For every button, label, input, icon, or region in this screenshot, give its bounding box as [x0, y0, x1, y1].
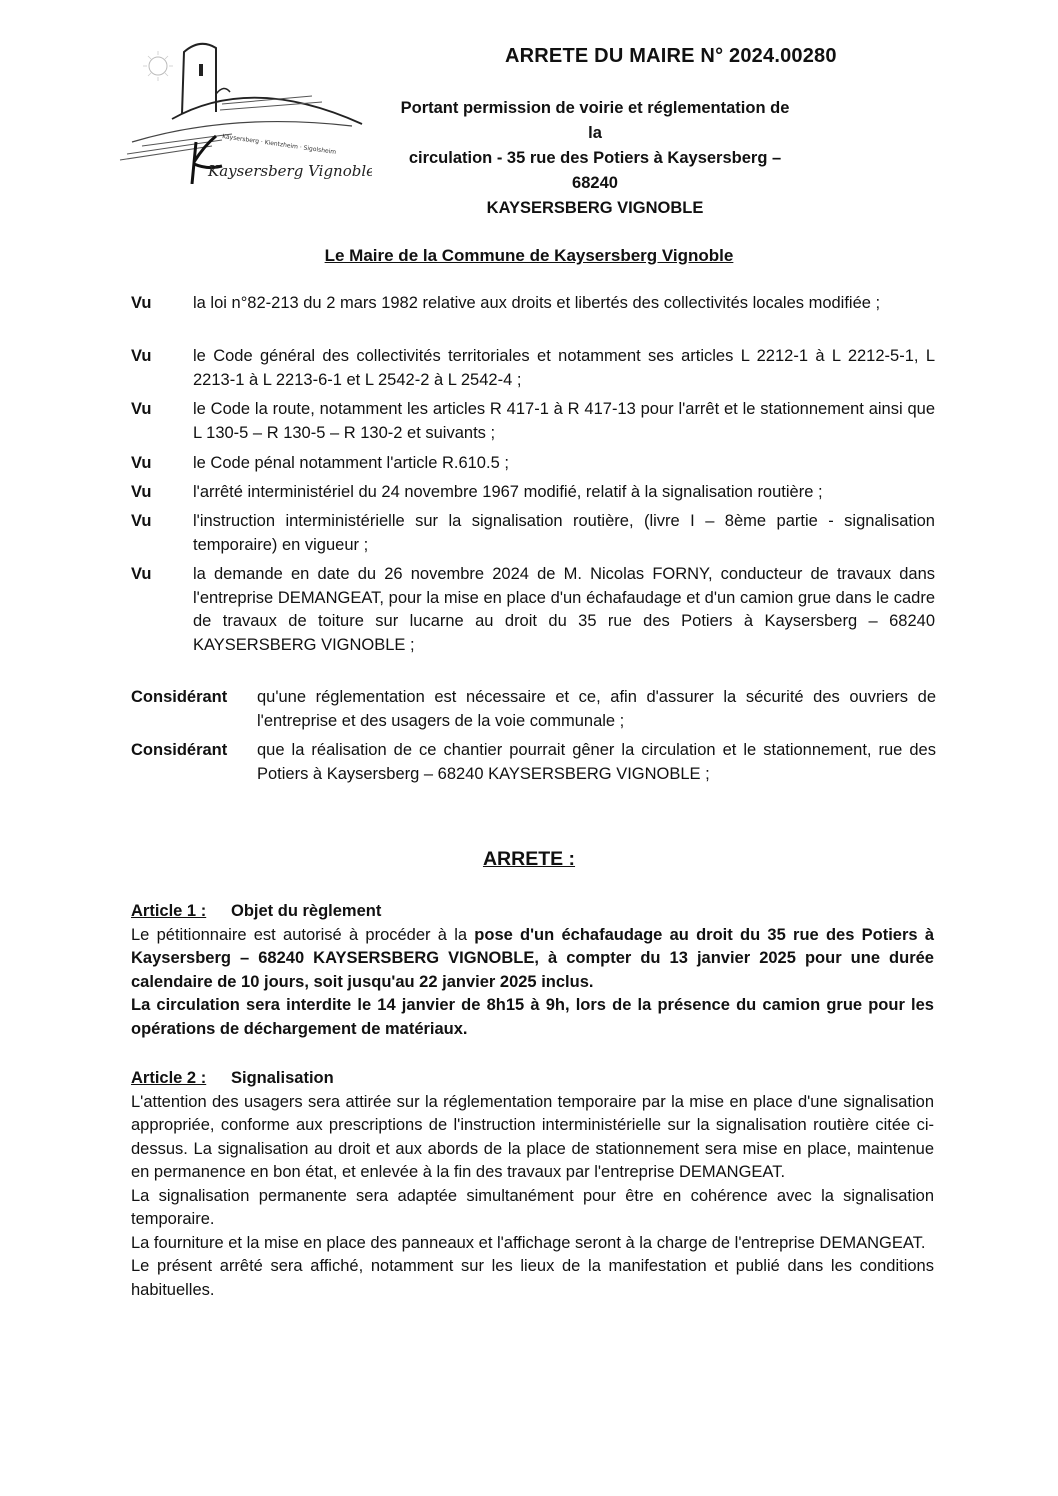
- article-text: Le pétitionnaire est autorisé à procéder à la: [131, 925, 475, 944]
- article-2: [131, 1067, 934, 1302]
- logo-subtext: Kaysersberg · Kientzheim · Sigolsheim: [221, 133, 337, 156]
- article-title: Objet du règlement: [231, 902, 382, 920]
- considerant-label: Considérant: [131, 741, 228, 759]
- considerant-text: que la réalisation de ce chantier pourrait gêner la circulation et le stationnement, rue des Potiers à Kaysersberg – 68240 KAYSERSBERG VIGNOBLE ;: [257, 741, 936, 783]
- article-text-bold: pose d'un échafaudage au droit du 35 rue des Potiers à Kaysersberg – 68240 KAYSERSBERG VIGNOBLE, à compter du 13 janvier 2025 pour une durée calendaire de 10 jours, soit jusqu'au 22 janvier 2025 inclus.: [131, 925, 935, 991]
- article-number: Article 1 :: [131, 902, 207, 920]
- vu-label: Vu: [131, 512, 152, 530]
- vu-text: le Code pénal notamment l'article R.610.5 ;: [193, 454, 509, 472]
- considerant-text: qu'une réglementation est nécessaire et ce, afin d'assurer la sécurité des ouvriers de l'entreprise et des usagers de la voie communale ;: [257, 688, 936, 730]
- considerant-label: Considérant: [131, 688, 228, 706]
- article-paragraph: L'attention des usagers sera attirée sur la réglementation temporaire par la mise en place d'une signalisation appropriée, conforme aux prescriptions de l'instruction interministérielle sur la signalisation routière citée ci-dessus. La signalisation au droit et aux abords de la place de stationnement sera mise en place, maintenue en permanence en bon état, et enlevée à la fin des travaux par l'entreprise DEMANGEAT.: [131, 1092, 934, 1181]
- vu-text: l'instruction interministérielle sur la signalisation routière, (livre I – 8ème partie - signalisation temporaire) en vigueur ;: [193, 512, 935, 554]
- article-paragraph: La signalisation permanente sera adaptée simultanément pour être en cohérence avec la signalisation temporaire.: [131, 1186, 934, 1228]
- kaysersberg-logo: [112, 34, 372, 184]
- article-heading: [131, 900, 934, 924]
- article-heading: [131, 1067, 934, 1091]
- article-paragraph: La fourniture et la mise en place des panneaux et l'affichage seront à la charge de l'entreprise DEMANGEAT.: [131, 1233, 926, 1252]
- vu-label: Vu: [131, 294, 152, 312]
- vu-text: l'arrêté interministériel du 24 novembre 1967 modifié, relatif à la signalisation routière ;: [193, 483, 823, 501]
- vu-label: Vu: [131, 454, 152, 472]
- subtitle-line: circulation - 35 rue des Potiers à Kaysersberg – 68240: [408, 149, 782, 192]
- vu-label: Vu: [131, 565, 152, 583]
- logo-text: Kaysersberg Vignoble: [208, 162, 372, 180]
- article-paragraph: Le présent arrêté sera affiché, notamment sur les lieux de la manifestation et publié dans les conditions habituelles.: [131, 1257, 934, 1299]
- article-title: Signalisation: [231, 1069, 334, 1087]
- vu-label: Vu: [131, 483, 152, 501]
- vu-text: la loi n°82-213 du 2 mars 1982 relative aux droits et libertés des collectivités locales modifiée ;: [193, 294, 881, 312]
- article-paragraph: [131, 924, 934, 995]
- subtitle-line: KAYSERSBERG VIGNOBLE: [486, 199, 704, 217]
- vu-label: Vu: [131, 347, 152, 365]
- arrete-heading: ARRETE :: [482, 848, 576, 870]
- article-1: [131, 900, 934, 1041]
- vu-label: Vu: [131, 400, 152, 418]
- decree-subtitle: [395, 96, 795, 221]
- logo-graphic-icon: [112, 34, 372, 184]
- mayor-heading: Le Maire de la Commune de Kaysersberg Vignoble: [324, 246, 734, 265]
- article-number: Article 2 :: [131, 1069, 207, 1087]
- article-paragraph-bold: La circulation sera interdite le 14 janvier de 8h15 à 9h, lors de la présence du camion grue pour les opérations de déchargement de matériaux.: [131, 996, 934, 1038]
- vu-text: le Code la route, notamment les articles R 417-1 à R 417-13 pour l'arrêt et le stationnement ainsi que L 130-5 – R 130-5 – R 130-2 et suivants ;: [193, 400, 935, 442]
- vu-text: le Code général des collectivités territoriales et notamment ses articles L 2212-1 à L 2212-5-1, L 2213-1 à L 2213-6-1 et L 2542-2 à L 2542-4 ;: [193, 347, 935, 389]
- subtitle-line: Portant permission de voirie et réglementation de la: [400, 99, 790, 142]
- decree-title: ARRETE DU MAIRE N° 2024.00280: [505, 45, 837, 67]
- vu-text: la demande en date du 26 novembre 2024 de M. Nicolas FORNY, conducteur de travaux dans l'entreprise DEMANGEAT, pour la mise en place d'un échafaudage et d'un camion grue dans le cadre de travaux de toiture sur lucarne au droit du 35 rue des Potiers à Kaysersberg – 68240 KAYSERSBERG VIGNOBLE ;: [193, 565, 935, 654]
